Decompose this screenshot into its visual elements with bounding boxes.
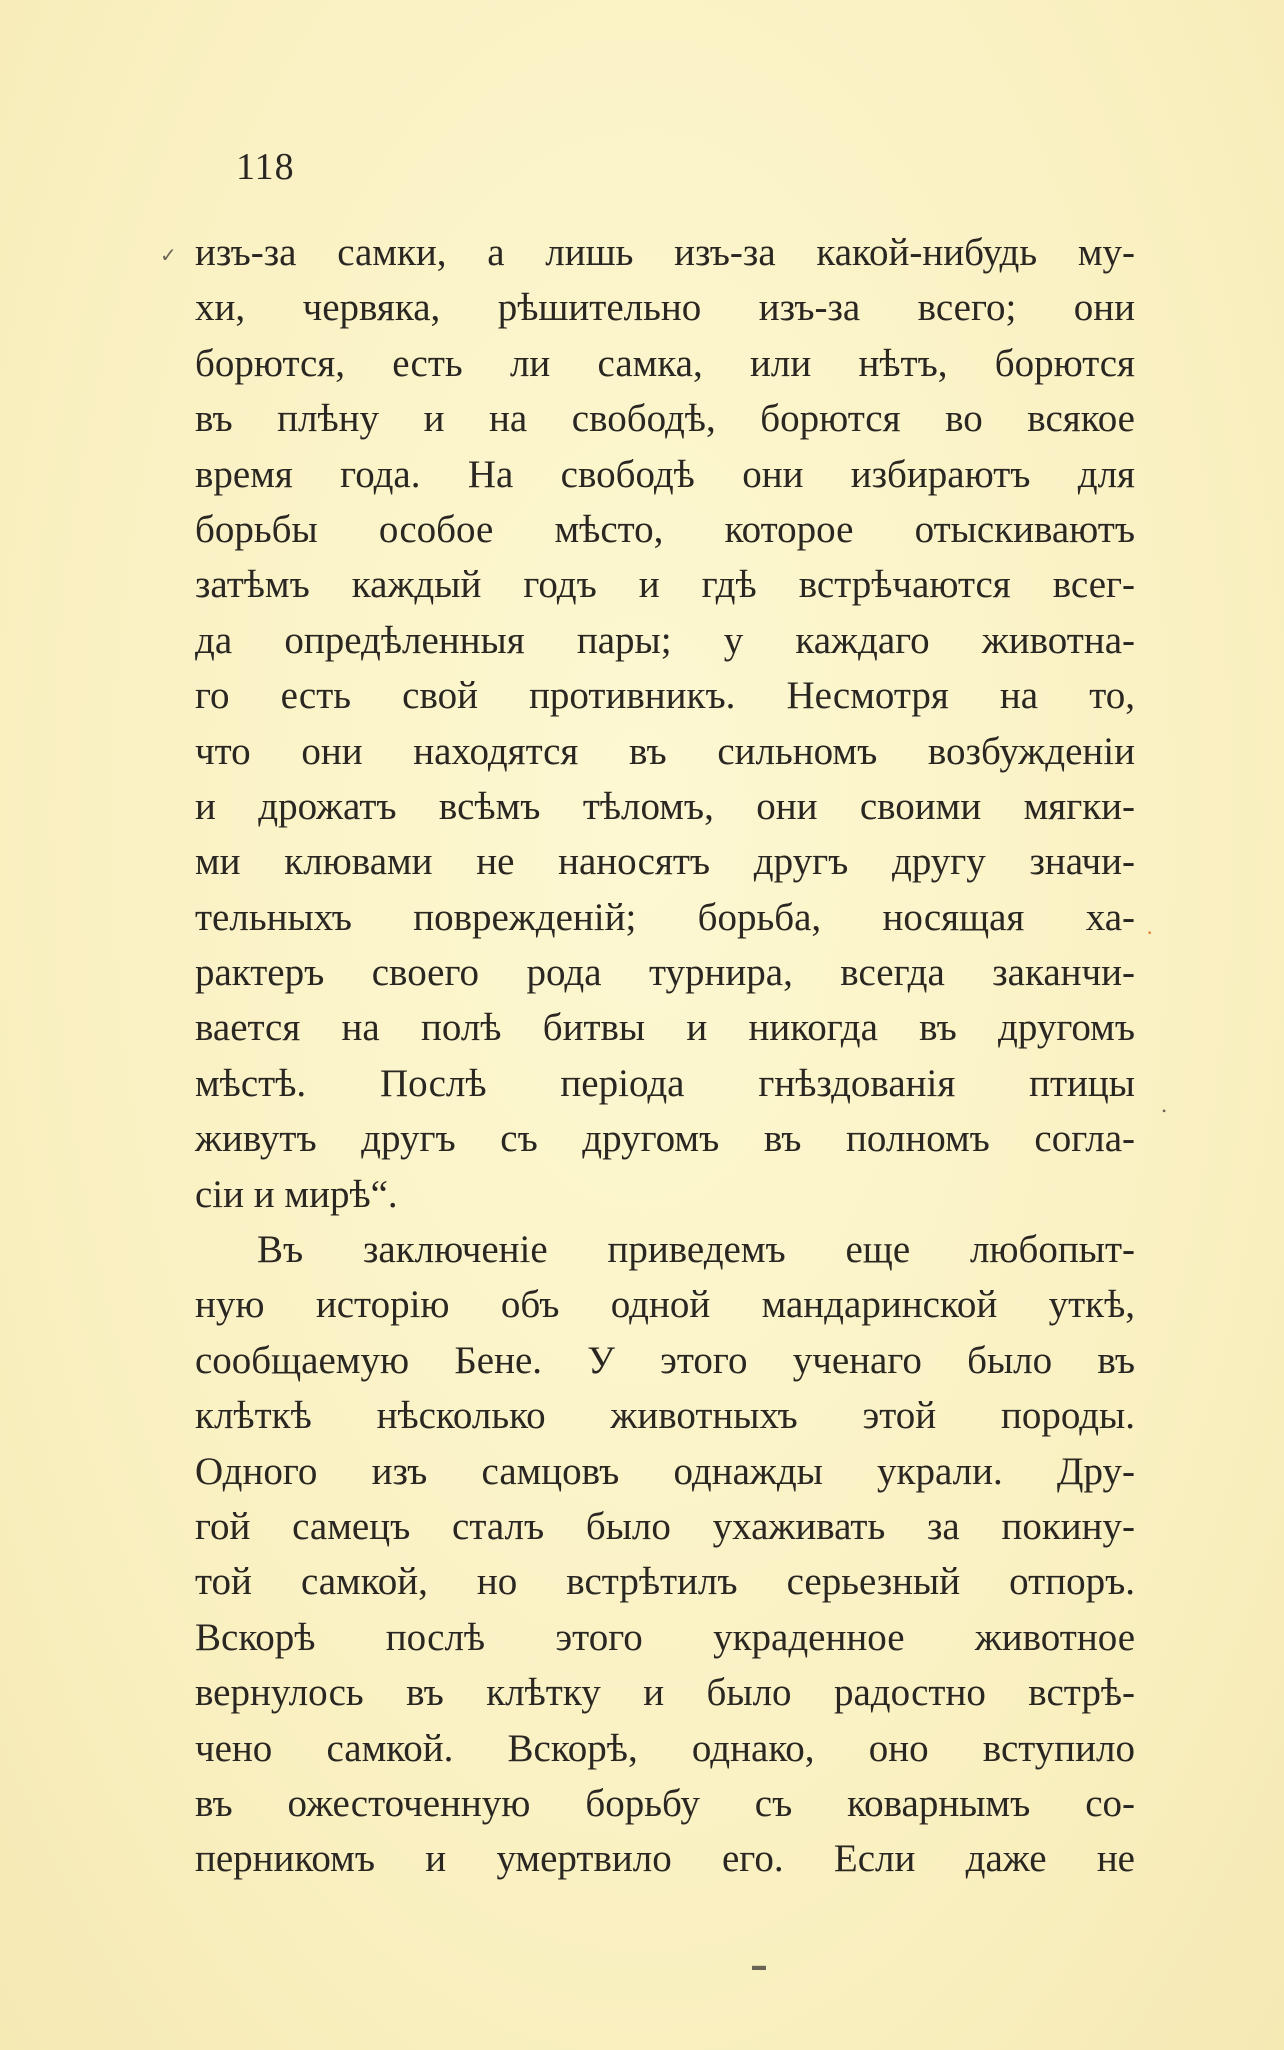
text-line: что они находятся въ сильномъ возбужденіи — [195, 729, 1135, 773]
text-line: мѣстѣ. Послѣ періода гнѣздованія птицы — [195, 1061, 1135, 1105]
paragraph — [195, 225, 1135, 1222]
margin-mark: · — [1146, 920, 1154, 945]
text-line: въ плѣну и на свободѣ, борются во всякое — [195, 397, 1135, 441]
text-line: борются, есть ли самка, или нѣтъ, борются — [195, 341, 1135, 385]
text-line: хи, червяка, рѣшительно изъ-за всего; они — [195, 286, 1135, 330]
text-line: вается на полѣ битвы и никогда въ другомъ — [195, 1006, 1135, 1050]
margin-mark: ✓ — [160, 245, 177, 267]
text-line: гой самецъ сталъ было ухаживать за покину- — [195, 1504, 1135, 1548]
text-line: Вскорѣ послѣ этого украденное животное — [195, 1615, 1135, 1659]
text-line: и дрожатъ всѣмъ тѣломъ, они своими мягки- — [195, 784, 1135, 828]
text-line: ми клювами не наносятъ другъ другу значи- — [195, 840, 1135, 884]
paragraph — [195, 1222, 1135, 1887]
margin-mark: ▬ — [752, 1959, 766, 1974]
text-line: той самкой, но встрѣтилъ серьезный отпоръ. — [195, 1560, 1135, 1604]
body-text — [195, 225, 1135, 1887]
text-line: изъ-за самки, а лишь изъ-за какой-нибудь му- — [195, 231, 1135, 274]
text-line: клѣткѣ нѣсколько животныхъ этой породы. — [195, 1394, 1135, 1438]
text-line: вернулось въ клѣтку и было радостно встрѣ- — [195, 1671, 1135, 1715]
text-line: да опредѣленныя пары; у каждаго животна- — [195, 618, 1135, 662]
page-number: 118 — [236, 146, 295, 188]
margin-mark: • — [1162, 1104, 1167, 1118]
text-line: чено самкой. Вскорѣ, однако, оно вступило — [195, 1726, 1135, 1770]
text-line: живутъ другъ съ другомъ въ полномъ согла- — [195, 1117, 1135, 1161]
text-line: Въ заключеніе приведемъ еще любопыт- — [257, 1228, 1135, 1272]
text-line: Одного изъ самцовъ однажды украли. Дру- — [195, 1449, 1135, 1493]
text-line: сообщаемую Бене. У этого ученаго было въ — [195, 1338, 1135, 1382]
text-line: перникомъ и умертвило его. Если даже не — [195, 1837, 1135, 1881]
text-line: ную исторію объ одной мандаринской уткѣ, — [195, 1283, 1135, 1327]
text-line: рактеръ своего рода турнира, всегда заканчи- — [195, 951, 1135, 995]
text-line: время года. На свободѣ они избираютъ для — [195, 452, 1135, 496]
text-line: го есть свой противникъ. Несмотря на то, — [195, 674, 1135, 718]
text-line: тельныхъ поврежденій; борьба, носящая ха- — [195, 895, 1135, 939]
text-line: въ ожесточенную борьбу съ коварнымъ со- — [195, 1781, 1135, 1825]
text-line: борьбы особое мѣсто, которое отыскиваютъ — [195, 507, 1135, 551]
text-line: сіи и мирѣ“. — [195, 1172, 398, 1216]
text-line: затѣмъ каждый годъ и гдѣ встрѣчаются всег- — [195, 563, 1135, 607]
